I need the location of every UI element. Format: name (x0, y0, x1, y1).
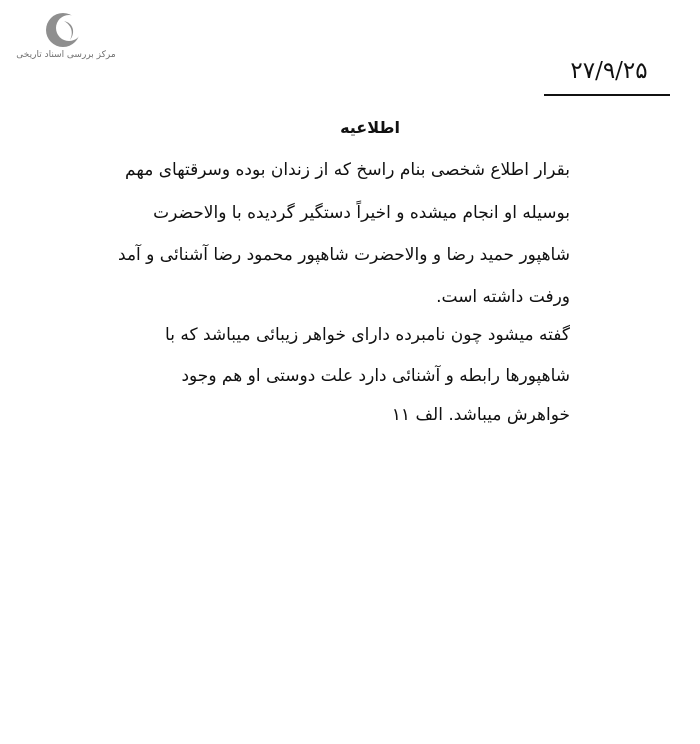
body-line-5: گفته میشود چون نامبرده دارای خواهر زیبائی میباشد که با (165, 325, 570, 345)
archive-emblem-icon (43, 10, 83, 50)
body-line-4: ورفت داشته است. (436, 287, 570, 307)
archive-logo-text: مرکز بررسی اسناد تاریخی (16, 50, 116, 60)
body-line-2: بوسیله او انجام میشده و اخیراً دستگیر گردیده با والاحضرت (153, 203, 570, 223)
archive-logo (10, 10, 122, 66)
document-date: ۲۷/۹/۲۵ (570, 58, 648, 84)
body-line-7: خواهرش میباشد. الف ۱۱ (391, 405, 570, 425)
body-line-6: شاهپورها رابطه و آشنائی دارد علت دوستی او هم وجود (181, 366, 570, 386)
date-underline (544, 94, 670, 96)
body-line-3: شاهپور حمید رضا و والاحضرت شاهپور محمود رضا آشنائی و آمد (118, 245, 570, 265)
document-title: اطلاعیه (340, 118, 400, 137)
body-line-1: بقرار اطلاع شخصی بنام راسخ که از زندان بوده وسرقتهای مهم (125, 160, 570, 180)
